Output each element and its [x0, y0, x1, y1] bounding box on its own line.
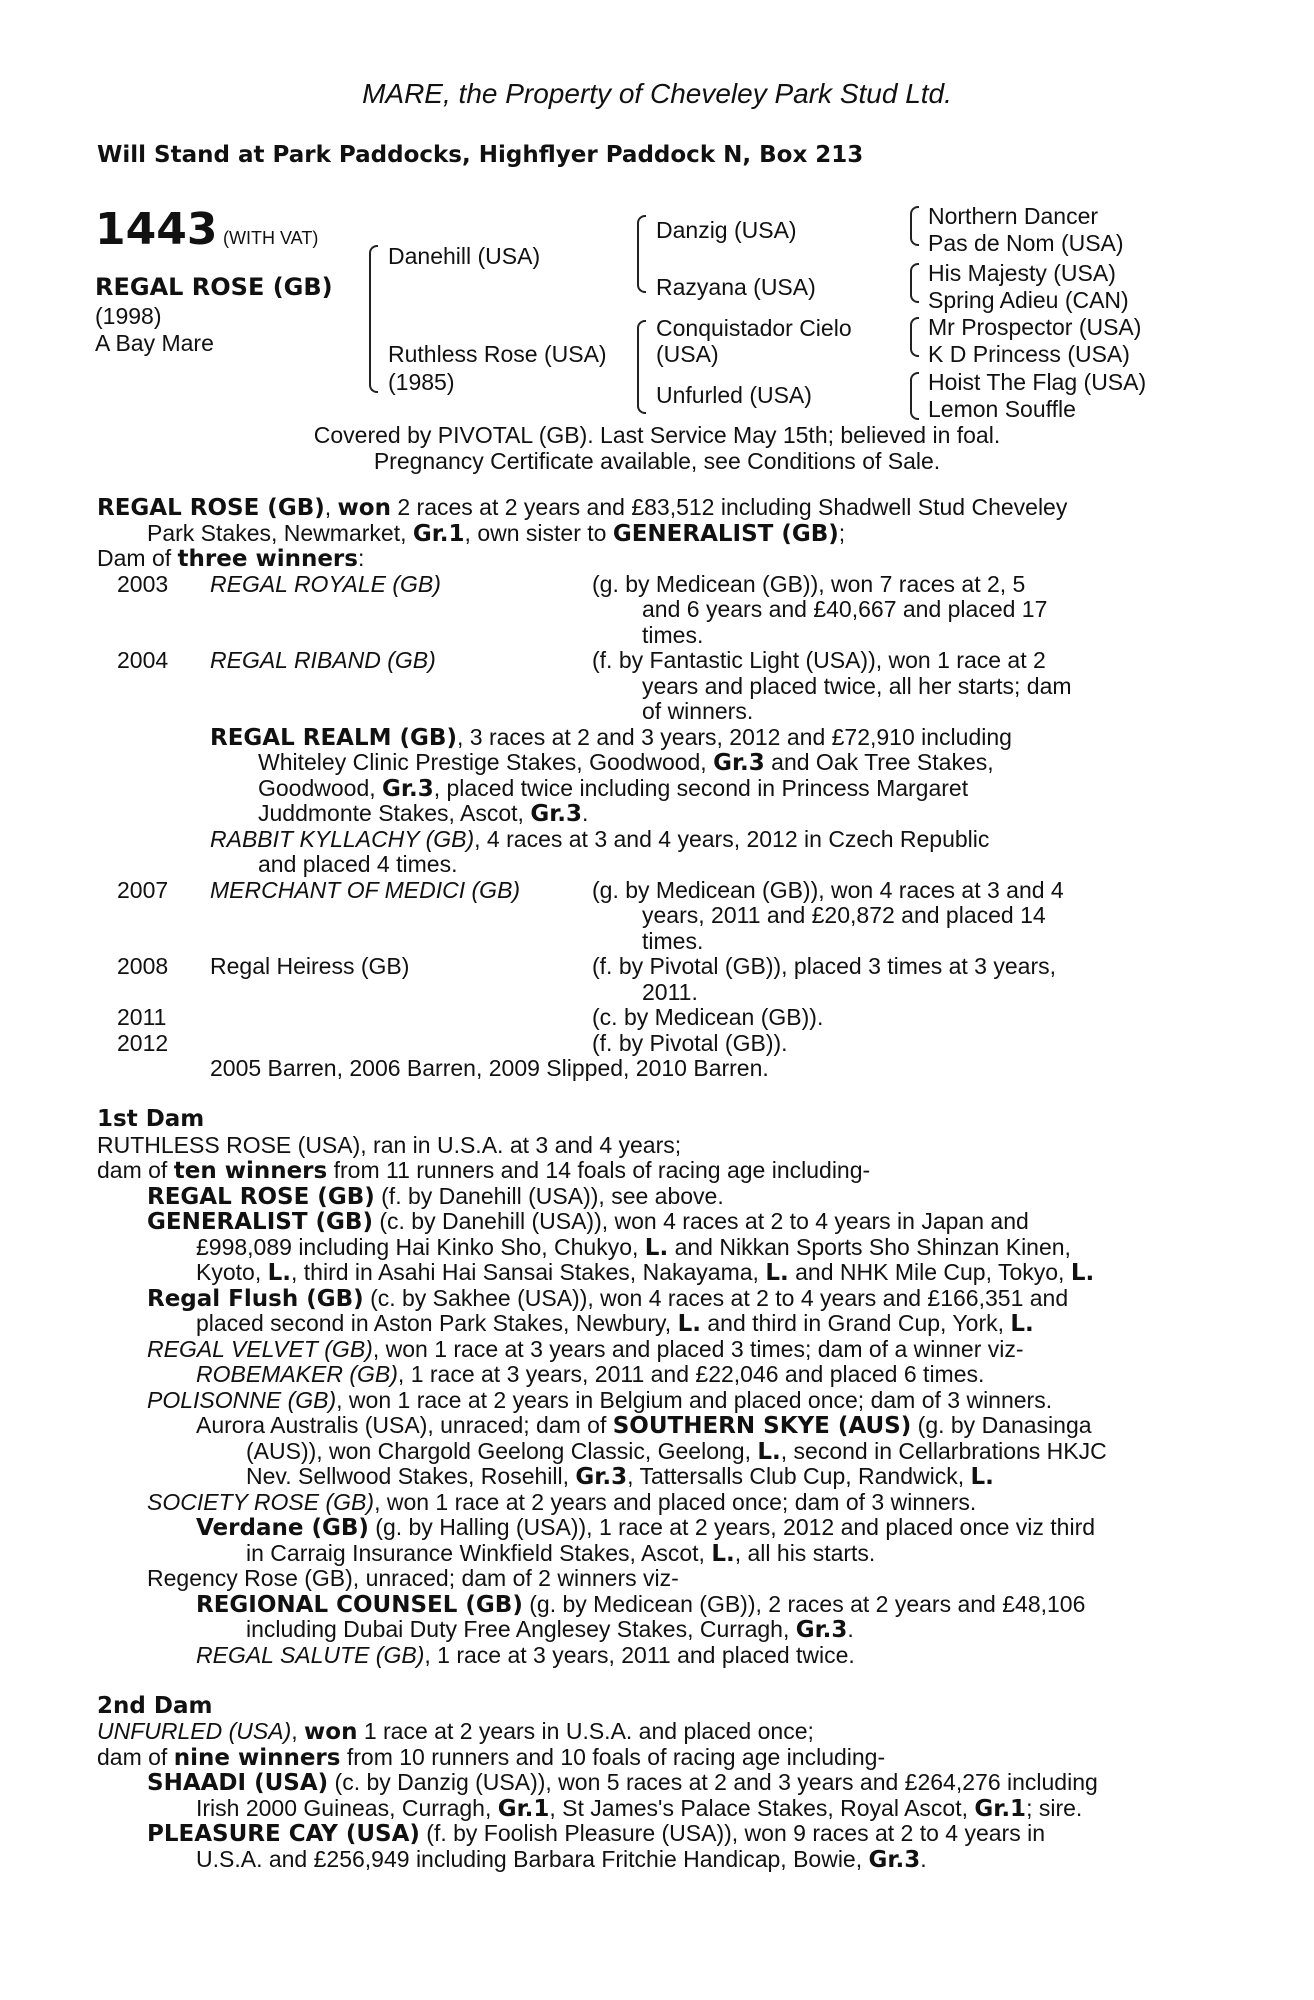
- progeny-verdane: Verdane (GB) (g. by Halling (USA)), 1 race at 2 years, 2012 and placed once viz third: [196, 1514, 1096, 1541]
- pedigree-dam: Ruthless Rose (USA): [388, 341, 607, 367]
- record-line-2: Park Stakes, Newmarket, Gr.1, own sister to GENERALIST (GB);: [147, 519, 846, 547]
- pedigree-ddd: Lemon Souffle: [928, 396, 1076, 422]
- progeny-shaadi: SHAADI (USA) (c. by Danzig (USA)), won 5 races at 2 and 3 years and £264,276 including: [147, 1769, 1098, 1796]
- horse-year: (1998): [95, 303, 162, 329]
- progeny-regal-realm: REGAL REALM (GB), 3 races at 2 and 3 years, 2012 and £72,910 including: [210, 723, 1012, 751]
- sale-title: MARE, the Property of Cheveley Park Stud Ltd.: [362, 78, 952, 109]
- barren-years: 2005 Barren, 2006 Barren, 2009 Slipped, 2010 Barren.: [210, 1055, 769, 1081]
- pedigree-dsd: K D Princess (USA): [928, 341, 1130, 367]
- record-line-3: Dam of three winners:: [97, 545, 365, 572]
- pedigree-dam-sire-country: (USA): [656, 341, 719, 367]
- stable-location: Will Stand at Park Paddocks, Highflyer Paddock N, Box 213: [97, 142, 864, 168]
- horse-description: A Bay Mare: [95, 330, 214, 356]
- progeny-regional-counsel: REGIONAL COUNSEL (GB) (g. by Medicean (GB)), 2 races at 2 years and £48,106: [196, 1590, 1086, 1618]
- pedigree-sire-dam: Razyana (USA): [656, 274, 816, 300]
- horse-name: REGAL ROSE (GB): [95, 273, 333, 301]
- second-dam-heading: 2nd Dam: [97, 1692, 213, 1719]
- pedigree-sire: Danehill (USA): [388, 243, 541, 269]
- pedigree-dam-year: (1985): [388, 369, 455, 395]
- progeny-regal-velvet: REGAL VELVET (GB), won 1 race at 3 years and placed 3 times; dam of a winner viz-: [147, 1335, 1024, 1362]
- progeny-robemaker: ROBEMAKER (GB), 1 race at 3 years, 2011 and £22,046 and placed 6 times.: [196, 1361, 985, 1387]
- covered-line-1: Covered by PIVOTAL (GB). Last Service May 15th; believed in foal.: [313, 422, 1001, 448]
- progeny-rabbit-kyllachy: RABBIT KYLLACHY (GB), 4 races at 3 and 4 years, 2012 in Czech Republic: [210, 825, 990, 852]
- pedigree-dss: Mr Prospector (USA): [928, 314, 1142, 340]
- progeny-regal-salute: REGAL SALUTE (GB), 1 race at 3 years, 2011 and placed twice.: [196, 1641, 855, 1668]
- first-dam-heading: 1st Dam: [97, 1106, 205, 1132]
- pedigree-dds: Hoist The Flag (USA): [928, 369, 1147, 395]
- pedigree-sds: His Majesty (USA): [928, 260, 1116, 286]
- progeny-regency-rose: Regency Rose (GB), unraced; dam of 2 winners viz-: [147, 1565, 679, 1591]
- progeny-pleasure-cay: PLEASURE CAY (USA) (f. by Foolish Pleasure (USA)), won 9 races at 2 to 4 years in: [147, 1820, 1045, 1847]
- pedigree-dam-sire: Conquistador Cielo: [656, 315, 852, 341]
- progeny-regal-flush: Regal Flush (GB) (c. by Sakhee (USA)), won 4 races at 2 to 4 years and £166,351 and: [147, 1284, 1069, 1312]
- progeny-generalist: GENERALIST (GB) (c. by Danehill (USA)), won 4 races at 2 to 4 years in Japan and: [147, 1208, 1029, 1235]
- progeny-polisonne: POLISONNE (GB), won 1 race at 2 years in Belgium and placed once; dam of 3 winners.: [147, 1386, 1053, 1413]
- vat-note: (WITH VAT): [223, 228, 319, 248]
- progeny-regal-rose: REGAL ROSE (GB) (f. by Danehill (USA)), see above.: [147, 1182, 724, 1210]
- pedigree-ssd: Pas de Nom (USA): [928, 230, 1124, 256]
- pedigree-sire-sire: Danzig (USA): [656, 217, 797, 243]
- pedigree-sss: Northern Dancer: [928, 203, 1099, 229]
- progeny-aurora-australis: Aurora Australis (USA), unraced; dam of SOUTHERN SKYE (AUS) (g. by Danasinga: [196, 1412, 1092, 1439]
- pedigree-dam-dam: Unfurled (USA): [656, 382, 812, 408]
- lot-number: 1443: [95, 204, 218, 255]
- covered-note: [0, 422, 1314, 474]
- progeny-society-rose: SOCIETY ROSE (GB), won 1 race at 2 years and placed once; dam of 3 winners.: [147, 1488, 977, 1515]
- record-line-1: REGAL ROSE (GB), won 2 races at 2 years and £83,512 including Shadwell Stud Cheveley: [97, 494, 1068, 521]
- covered-line-2: Pregnancy Certificate available, see Conditions of Sale.: [373, 448, 941, 474]
- pedigree-sdd: Spring Adieu (CAN): [928, 287, 1129, 313]
